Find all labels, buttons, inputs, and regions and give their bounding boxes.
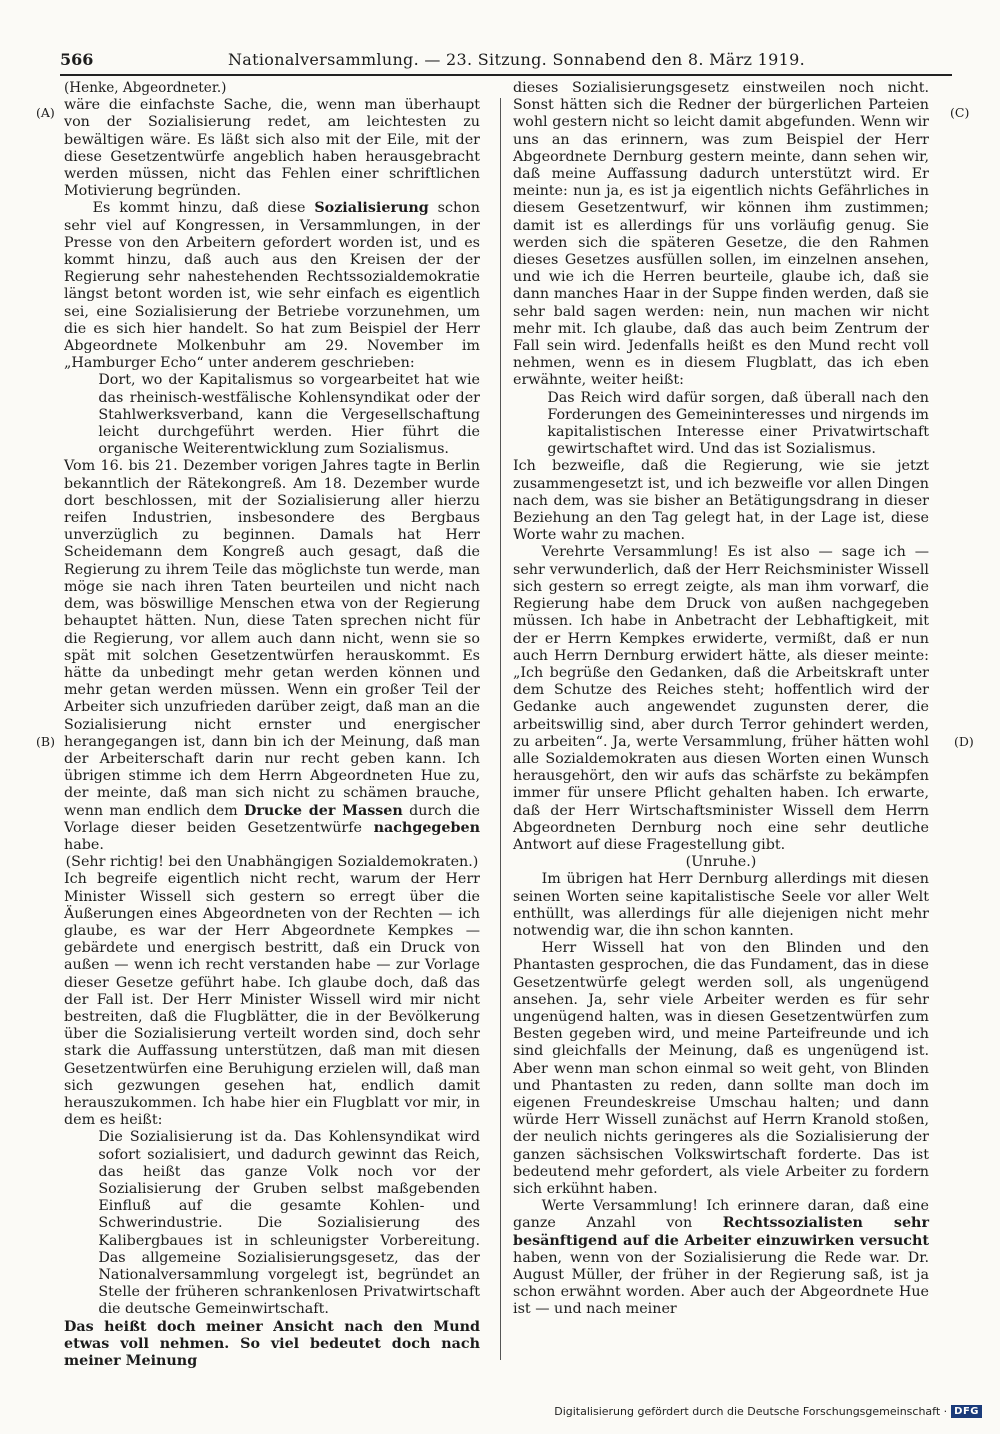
- emphasis: Sozialisierung: [314, 200, 429, 217]
- left-column: [64, 80, 481, 1370]
- paragraph: Im übrigen hat Herr Dernburg allerdings mit diesen seinen Worten seine kapitalistische Seele vor aller Welt enthüllt, was allerdings für alle diejenigen nicht mehr notwendig war, die ihn schon kannten.: [513, 871, 929, 939]
- paragraph: Das heißt doch meiner Ansicht nach den Mund etwas voll nehmen. So viel bedeutet doch nach meiner Meinung: [64, 1318, 480, 1370]
- paragraph: Herr Wissell hat von den Blinden und den Phantasten gesprochen, die das Fundament, das in diese Gesetzentwürfe gelegt werden soll, als ungenügend ansehen. Ja, sehr viele Arbeiter werden es für sehr ungenügend halten, was in diesen Gesetzentwürfen zum Besten gegeben wird, und meine Parteifreunde und ich sind gleichfalls der Meinung, daß es ungenügend ist. Aber wenn man schon einmal so weit geht, von Blinden und Phantasten zu reden, dann sollte man doch im eigenen Freundeskreise Umschau halten; und dann würde Herr Wissell zunächst auf Herrn Kranold stoßen, der neulich nichts geringeres als die Sozialisierung der ganzen sächsischen Volkswirtschaft forderte. Das ist bedeutend mehr gefordert, als viele Arbeiter zu fordern sich erkühnt haben.: [513, 940, 929, 1197]
- paragraph: Ich begreife eigentlich nicht recht, warum der Herr Minister Wissell sich gestern so erregt über die Äußerungen eines Abgeordneten von der Rechten — ich glaube, es war der Herr Abgeordnete Kempkes — gebärdete und energisch bestritt, daß ein Druck von außen — wenn ich recht verstanden habe — zur Vorlage dieser Gesetze geführt habe. Ich glaube doch, daß das der Fall ist. Der Herr Minister Wissell wird mir nicht bestreiten, daß die Flugblätter, die in der Bevölkerung über die Sozialisierung verteilt worden sind, doch sehr stark die Auffassung unterstützen, daß man mit diesen Gesetzentwürfen eine Beruhigung erzielen will, daß man sich gezwungen gesehen hat, endlich damit herauszukommen. Ich habe hier ein Flugblatt vor mir, in dem es heißt:: [64, 871, 480, 1129]
- digitization-credit: [554, 1405, 982, 1418]
- credit-text: Digitalisierung gefördert durch die Deutsche Forschungsgemeinschaft ·: [554, 1405, 948, 1418]
- paragraph: Ich bezweifle, daß die Regierung, wie sie jetzt zusammengesetzt ist, und ich bezweifle vor allen Dingen nach dem, was sie bisher an Betätigungsdrang in dieser Beziehung an den Tag gelegt hat, in der Lage ist, diese Worte wahr zu machen.: [513, 458, 929, 544]
- interjection: (Sehr richtig! bei den Unabhängigen Sozialdemokraten.): [65, 854, 479, 871]
- paragraph: Es kommt hinzu, daß diese Sozialisierung schon sehr viel auf Kongressen, in Versammlungen, in der Presse von den Arbeitern gefordert worden ist, und es kommt hinzu, daß auch aus den Kreisen der der Regierung sehr nahestehenden Rechtssozialdemokratie längst betont worden ist, wie sehr einfach es eigentlich sei, eine Sozialisierung der Betriebe vorzunehmen, um die es sich hier handelt. So hat zum Beispiel der Herr Abgeordnete Molkenbuhr am 29. November im „Hamburger Echo“ unter anderem geschrieben:: [64, 200, 481, 372]
- block-quote: Die Sozialisierung ist da. Das Kohlensyndikat wird sofort sozialisiert, und dadurch gewinnt das Reich, das heißt das ganze Volk noch vor der Sozialisierung der Gruben selbst maßgebenden Einfluß auf die gesamte Kohlen- und Schwerindustrie. Die Sozialisierung des Kalibergbaues ist in schleunigster Vorbereitung. Das allgemeine Sozialisierungsgesetz, das der Nationalversammlung vorgelegt ist, begründet an Stelle der früheren schrankenlosen Privatwirtschaft die deutsche Gemeinwirtschaft.: [98, 1129, 480, 1318]
- running-title: Nationalversammlung. — 23. Sitzung. Sonnabend den 8. März 1919.: [228, 50, 805, 69]
- emphasis: Drucke der Massen: [243, 802, 403, 819]
- block-quote: Das Reich wird dafür sorgen, daß überall nach den Forderungen des Gemeininteresses und nirgends im kapitalistischen Interesse einer Privatwirtschaft gewirtschaftet wird. Und das ist Sozialismus.: [547, 389, 929, 458]
- paragraph: dieses Sozialisierungsgesetz einstweilen noch nicht. Sonst hätten sich die Redner der bürgerlichen Parteien wohl gestern nicht so leicht damit abgefunden. Wenn wir uns an das erinnern, was zum Beispiel der Herr Abgeordnete Dernburg gestern meinte, dann sehen wir, daß meine Auffassung dadurch unterstützt wird. Er meinte: nun ja, es ist ja eigentlich nichts Gefährliches in diesem Gesetzentwurf, wir können ihm zustimmen; damit ist es allerdings für uns vorläufig genug. Sie werden sich die späteren Gesetze, die den Rahmen dieses Gesetzes ausfüllen sollen, im einzelnen ansehen, und wie ich die Herren beurteile, glaube ich, daß sie dann manches Haar in der Suppe finden werden, daß sie sehr bald sagen werden: nein, nun machen wir nicht mehr mit. Ich glaube, daß das auch beim Zentrum der Fall sein wird. Jedenfalls heißt es den Mund recht voll nehmen, wenn es in diesem Flugblatt, das ich eben erwähnte, weiter heißt:: [513, 80, 929, 389]
- paragraph: Verehrte Versammlung! Es ist also — sage ich — sehr verwunderlich, daß der Herr Reichsminister Wissell sich gestern so erregt zeigte, als man ihm vorwarf, die Regierung habe dem Druck von außen nachgegeben müssen. Ich habe in Anbetracht der Lebhaftigkeit, mit der er Herrn Kempkes erwiderte, vermißt, daß er nun auch Herrn Dernburg erwidert hätte, als dieser meinte: „Ich begrüße den Gedanken, daß die Arbeitskraft unter dem Schutze des Reiches steht; hoffentlich wird der Gedanke auch angewendet zugunsten derer, die arbeitswillig sind, aber durch Terror gehindert werden, zu arbeiten“. Ja, werte Versammlung, früher hätten wohl alle Sozialdemokraten aus diesen Worten einen Wunsch herausgehört, den wir aufs das schärfste zu bekämpfen immer für unsere Pflicht gehalten haben. Ich erwarte, daß der Herr Wirtschaftsminister Wissell dem Herrn Abgeordneten Dernburg noch eine sehr deutliche Antwort auf diese Fragestellung gibt.: [513, 544, 929, 853]
- margin-mark-b: (B): [36, 734, 55, 749]
- paragraph: wäre die einfachste Sache, die, wenn man überhaupt von der Sozialisierung redet, am leichtesten zu bewältigen wäre. Es läßt sich also mit der Eile, mit der diese Gesetzentwürfe angeblich haben herausgebracht werden müssen, nicht das Fehlen einer schriftlichen Motivierung begründen.: [64, 97, 480, 200]
- emphasis: Rechtssozialisten sehr besänftigend auf die Arbeiter einzuwirken versucht: [513, 1215, 929, 1249]
- interjection: (Unruhe.): [685, 854, 757, 871]
- block-quote: Dort, wo der Kapitalismus so vorgearbeitet hat wie das rheinisch-westfälische Kohlensyndikat oder der Stahlwerksverband, kann die Vergesellschaftung leicht durchgeführt werden. Hier führt die organische Weiterentwicklung zum Sozialismus.: [98, 372, 480, 458]
- running-header: [60, 48, 952, 76]
- margin-mark-a: (A): [36, 105, 55, 120]
- speaker-attribution: (Henke, Abgeordneter.): [64, 80, 227, 96]
- right-column: [513, 80, 929, 1360]
- paragraph: Vom 16. bis 21. Dezember vorigen Jahres tagte in Berlin bekanntlich der Rätekongreß. Am 18. Dezember wurde dort beschlossen, mit der Sozialisierung aller hierzu reifen Industrien, insbesondere des Bergbaus unverzüglich zu beginnen. Damals hat Herr Scheidemann dem Kongreß auch gesagt, daß die Regierung zu ihrem Teile das möglichste tun werde, man möge sie nach ihren Taten beurteilen und nicht nach dem, was böswillige Menschen etwa von der Regierung behauptet hätten. Nun, diese Taten sprechen nicht für die Regierung, vor allem auch dann nicht, wenn sie so spät mit solchen Gesetzentwürfen herauskommt. Es hätte da unbedingt mehr getan werden können und mehr getan werden müssen. Wenn ein großer Teil der Arbeiter sich unzufrieden darüber zeigt, daß man an die Sozialisierung nicht ernster und energischer herangegangen ist, dann bin ich der Meinung, daß man der Arbeiterschaft darin nur recht geben kann. Ich übrigen stimme ich dem Herrn Abgeordneten Hue zu, der meinte, daß man sich nicht zu schämen brauche, wenn man endlich dem Drucke der Massen durch die Vorlage dieser beiden Gesetzentwürfe nachgegeben habe.: [64, 458, 480, 853]
- margin-mark-d: (D): [954, 734, 974, 749]
- emphasis: nachgegeben: [373, 819, 480, 836]
- page-number: 566: [60, 50, 94, 69]
- margin-mark-c: (C): [950, 105, 970, 120]
- paragraph: Werte Versammlung! Ich erinnere daran, daß eine ganze Anzahl von Rechtssozialisten sehr besänftigend auf die Arbeiter einzuwirken versucht haben, wenn von der Sozialisierung die Rede war. Dr. August Müller, der früher in der Regierung saß, ist ja schon erwähnt worden. Aber auch der Abgeordnete Hue ist — und nach meiner: [513, 1198, 929, 1318]
- dfg-logo: DFG: [951, 1405, 982, 1418]
- column-divider: [500, 98, 501, 1360]
